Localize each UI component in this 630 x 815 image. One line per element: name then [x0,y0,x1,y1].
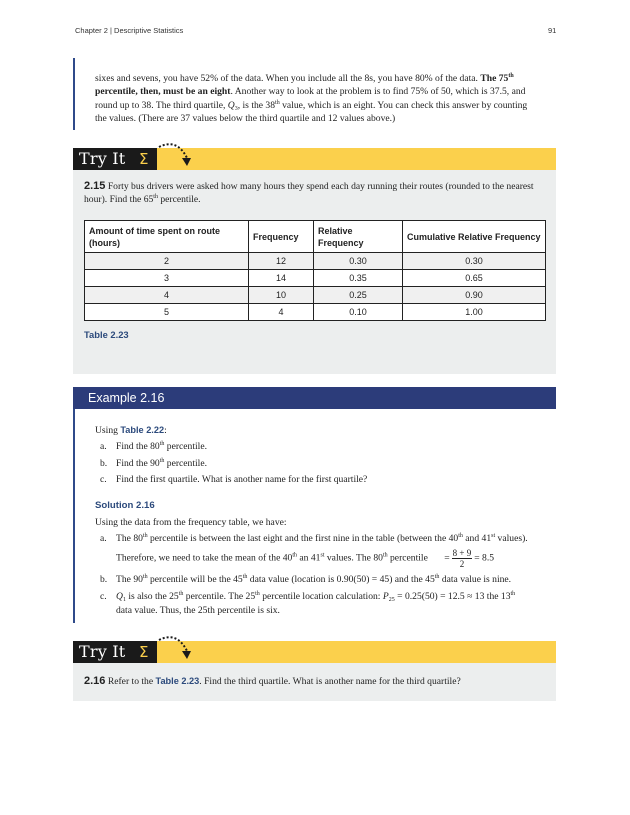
page-number: 91 [548,26,557,35]
left-accent-bar-intro [73,58,75,130]
fraction: $\frac{8 + 9}{2}$ [452,548,472,569]
solution-intro: Using the data from the frequency table, we have: [95,517,287,528]
table-header-cell: Relative Frequency [314,221,403,253]
running-header-chapter: Chapter 2 | Descriptive Statistics [75,26,184,35]
table-2-22-link[interactable]: Table 2.22 [120,425,165,435]
try-it-label: Try It [73,641,157,663]
table-caption: Table 2.23 [84,329,129,340]
solution-title: Solution 2.16 [95,500,155,511]
example-using-line: Using Table 2.22: [95,425,167,436]
exercise-2-15-text: 2.15 Forty bus drivers were asked how many hours they spend each day running their routes (rounded to the nearest hour). Find the 65th percentile. [84,180,534,206]
table-header-cell: Frequency [249,221,314,253]
curved-arrow-icon [157,633,191,663]
table-row: 2 12 0.30 0.30 [85,253,546,270]
exercise-number: 2.16 [84,675,106,687]
try-it-banner [73,641,556,663]
try-it-banner [73,148,556,170]
left-accent-bar-example [73,387,75,623]
table-row: 3 14 0.35 0.65 [85,270,546,287]
sigma-icon: Σ [139,643,149,661]
table-row: 5 4 0.10 1.00 [85,304,546,321]
example-title-bar: Example 2.16 [73,387,556,409]
table-header-row [85,221,546,253]
intro-line-1: sixes and sevens, you have 52% of the data. When you include all the 8s, you have 80% of the data. The 75th [95,73,514,84]
intro-line-4: the values. (There are 37 values below the third quartile and 12 values above.) [95,113,396,125]
intro-line-3: round up to 38. The third quartile, $Q_3$, is the 38th value, which is an eight. You can check this answer by counting [95,99,528,112]
table-row: 4 10 0.25 0.90 [85,287,546,304]
intro-paragraph [95,72,545,126]
intro-line-2: percentile, then, must be an eight. Another way to look at the problem is to find 75% of 50, which is 37.5, and [95,86,526,98]
table-header-cell: Cumulative Relative Frequency [403,221,546,253]
exercise-2-16-text: 2.16 Refer to the Table 2.23. Find the third quartile. What is another name for the third quartile? [84,675,461,687]
table-2-23-link[interactable]: Table 2.23 [155,676,200,686]
curved-arrow-icon [157,140,191,170]
exercise-number: 2.15 [84,180,106,192]
try-it-label: Try It [73,148,157,170]
frequency-table [84,220,546,321]
table-header-cell: Amount of time spent on route (hours) [85,221,249,253]
equals-sign: = [444,552,450,564]
sigma-icon: Σ [139,150,149,168]
